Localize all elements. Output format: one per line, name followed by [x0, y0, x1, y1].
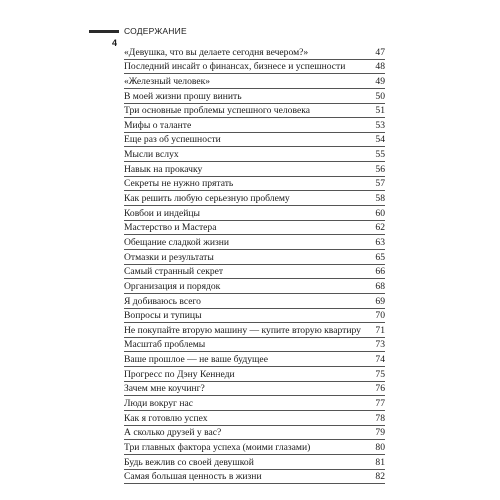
toc-entry-page: 73: [375, 339, 385, 351]
toc-entry-title: Обещание сладкой жизни: [124, 236, 230, 248]
toc-entry-page: 51: [375, 105, 385, 117]
toc-entry[interactable]: [124, 309, 385, 324]
toc-entry[interactable]: [124, 382, 385, 397]
toc-entry[interactable]: [124, 279, 385, 294]
toc-entry-page: 54: [375, 134, 385, 146]
toc-entry[interactable]: [124, 396, 385, 411]
toc-entry-title: Три основные проблемы успешного человека: [124, 105, 310, 117]
toc-entry-page: 68: [375, 280, 385, 292]
toc-entry-page: 60: [375, 207, 385, 219]
toc-entry-page: 48: [375, 61, 385, 73]
toc-entry-title: Масштаб проблемы: [124, 339, 206, 351]
toc-entry-title: В моей жизни прошу винить: [124, 90, 242, 102]
toc-entry[interactable]: [124, 133, 385, 148]
toc-entry-page: 80: [375, 441, 385, 453]
toc-entry-title: Самая большая ценность в жизни: [124, 471, 262, 483]
toc-entry-page: 47: [375, 46, 385, 58]
toc-entry-title: Секреты не нужно прятать: [124, 178, 234, 190]
toc-entry-title: Ковбои и индейцы: [124, 207, 200, 219]
toc-entry[interactable]: [124, 45, 385, 60]
toc-entry[interactable]: [124, 411, 385, 426]
toc-entry-title: Ваше прошлое — не ваше будущее: [124, 354, 268, 366]
toc-entry[interactable]: [124, 177, 385, 192]
toc-entry-page: 71: [375, 324, 385, 336]
toc-entry[interactable]: [124, 162, 385, 177]
toc-entry[interactable]: [124, 221, 385, 236]
table-of-contents: [124, 45, 385, 484]
toc-entry-title: Самый странный секрет: [124, 266, 224, 278]
toc-entry-title: Отмазки и результаты: [124, 251, 214, 263]
toc-entry-page: 79: [375, 427, 385, 439]
toc-entry-title: Три главных фактора успеха (моими глазами): [124, 441, 311, 453]
toc-entry-page: 65: [375, 251, 385, 263]
toc-entry[interactable]: [124, 89, 385, 104]
toc-entry-page: 58: [375, 193, 385, 205]
toc-entry-page: 53: [375, 119, 385, 131]
toc-entry[interactable]: [124, 352, 385, 367]
header-rule: [89, 30, 119, 33]
toc-entry-page: 81: [375, 456, 385, 468]
toc-entry-title: Навык на прокачку: [124, 163, 203, 175]
toc-entry-page: 69: [375, 295, 385, 307]
page-number: 4: [112, 38, 118, 48]
toc-entry-page: 62: [375, 222, 385, 234]
toc-entry-title: «Девушка, что вы делаете сегодня вечером?»: [124, 46, 309, 58]
toc-entry-title: Зачем мне коучинг?: [124, 383, 205, 395]
toc-entry-title: А сколько друзей у вас?: [124, 427, 222, 439]
toc-entry[interactable]: [124, 235, 385, 250]
toc-entry[interactable]: [124, 265, 385, 280]
toc-entry-page: 76: [375, 383, 385, 395]
toc-entry-page: 56: [375, 163, 385, 175]
toc-entry[interactable]: [124, 147, 385, 162]
toc-entry-title: Вопросы и тупицы: [124, 310, 202, 322]
toc-entry[interactable]: [124, 250, 385, 265]
toc-entry[interactable]: [124, 206, 385, 221]
toc-entry[interactable]: [124, 470, 385, 485]
toc-entry[interactable]: [124, 426, 385, 441]
toc-entry-page: 66: [375, 266, 385, 278]
toc-entry[interactable]: [124, 338, 385, 353]
toc-entry[interactable]: [124, 367, 385, 382]
toc-entry-page: 50: [375, 90, 385, 102]
toc-entry-title: Не покупайте вторую машину — купите вторую квартиру: [124, 324, 361, 336]
toc-entry[interactable]: [124, 191, 385, 206]
toc-entry[interactable]: [124, 455, 385, 470]
toc-entry-title: Как я готовлю успех: [124, 412, 208, 424]
toc-entry-title: Прогресс по Дэну Кеннеди: [124, 368, 235, 380]
toc-entry[interactable]: [124, 60, 385, 75]
toc-entry-page: 57: [375, 178, 385, 190]
toc-entry-page: 78: [375, 412, 385, 424]
toc-entry-page: 55: [375, 149, 385, 161]
toc-entry-page: 82: [375, 471, 385, 483]
toc-entry-title: Мысли вслух: [124, 149, 179, 161]
toc-entry[interactable]: [124, 74, 385, 89]
toc-entry-page: 74: [375, 354, 385, 366]
toc-entry-title: «Железный человек»: [124, 75, 211, 87]
toc-entry-title: Последний инсайт о финансах, бизнесе и успешности: [124, 61, 346, 73]
toc-entry-page: 63: [375, 236, 385, 248]
toc-entry-title: Мифы о таланте: [124, 119, 192, 131]
toc-entry-page: 77: [375, 398, 385, 410]
toc-entry[interactable]: [124, 323, 385, 338]
section-title: СОДЕРЖАНИЕ: [124, 26, 187, 36]
toc-entry-title: Еще раз об успешности: [124, 134, 221, 146]
toc-entry[interactable]: [124, 440, 385, 455]
toc-entry-title: Я добиваюсь всего: [124, 295, 201, 307]
toc-entry-title: Организация и порядок: [124, 280, 221, 292]
toc-entry-page: 75: [375, 368, 385, 380]
toc-entry[interactable]: [124, 104, 385, 119]
toc-entry-title: Будь вежлив со своей девушкой: [124, 456, 254, 468]
toc-entry-title: Мастерство и Мастера: [124, 222, 217, 234]
toc-entry-title: Как решить любую серьезную проблему: [124, 193, 290, 205]
toc-entry[interactable]: [124, 118, 385, 133]
toc-entry-page: 49: [375, 75, 385, 87]
toc-entry[interactable]: [124, 294, 385, 309]
toc-entry-title: Люди вокруг нас: [124, 398, 193, 410]
toc-entry-page: 70: [375, 310, 385, 322]
